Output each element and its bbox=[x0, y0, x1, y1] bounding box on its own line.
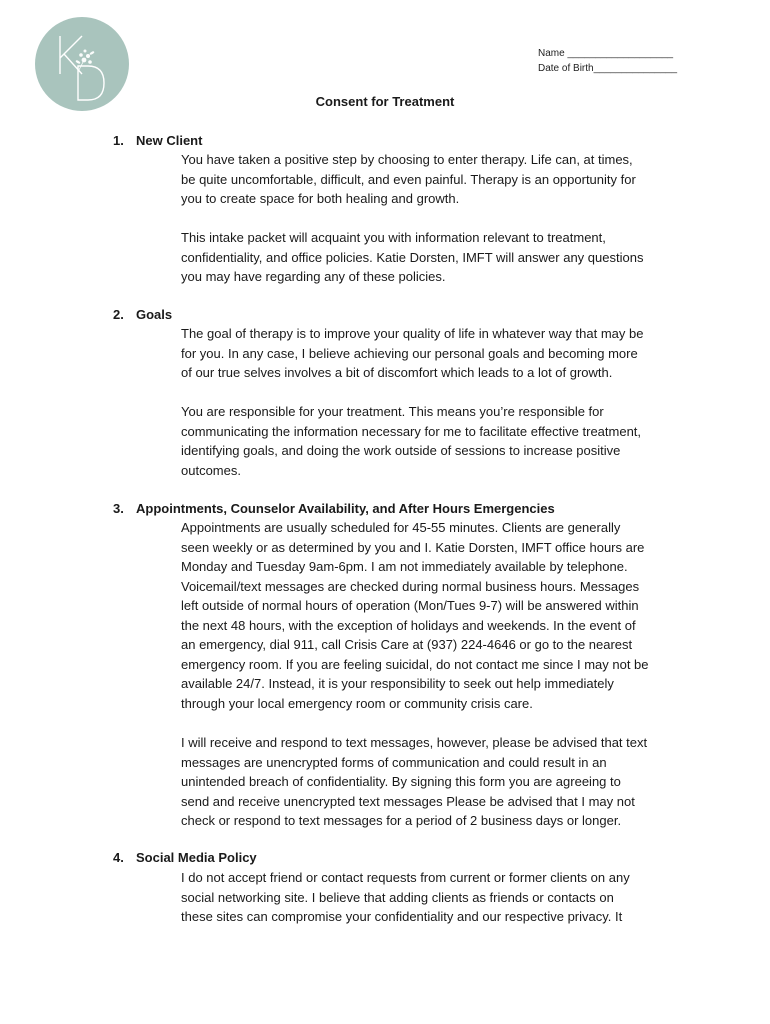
text-line: of our true selves involves a bit of discomfort which leads to a lot of growth. bbox=[181, 365, 613, 380]
paragraph bbox=[181, 402, 681, 480]
text-line: Appointments are usually scheduled for 45-55 minutes. Clients are generally bbox=[181, 520, 621, 535]
text-line: I will receive and respond to text messages, however, please be advised that text bbox=[181, 735, 648, 750]
section-title: Goals bbox=[136, 307, 173, 322]
section-heading-new-client bbox=[113, 133, 202, 148]
paragraph bbox=[181, 518, 681, 713]
paragraph bbox=[181, 228, 681, 287]
text-line: through your local emergency room or community crisis care. bbox=[181, 695, 533, 711]
section-number: 3. bbox=[113, 501, 124, 516]
section-number: 1. bbox=[113, 133, 124, 148]
text-line: identifying goals, and doing the work outside of sessions to increase positive bbox=[181, 443, 621, 458]
section-title: Social Media Policy bbox=[136, 850, 257, 865]
text-line: communicating the information necessary for me to facilitate effective treatment, bbox=[181, 423, 642, 439]
paragraph bbox=[181, 733, 681, 831]
section-number: 2. bbox=[113, 307, 124, 322]
text-line: for you. In any case, I believe achieving our personal goals and becoming more bbox=[181, 345, 638, 361]
section-title: New Client bbox=[136, 133, 203, 148]
text-line: emergency room. If you are feeling suicidal, do not contact me since I may not be bbox=[181, 656, 649, 672]
text-line: You are responsible for your treatment. This means you’re responsible for bbox=[181, 404, 604, 419]
text-line: left outside of normal hours of operation (Mon/Tues 9-7) will be answered within bbox=[181, 598, 639, 613]
text-line: send and receive unencrypted text messages Please be advised that I may not bbox=[181, 793, 635, 809]
text-line: The goal of therapy is to improve your quality of life in whatever way that may be bbox=[181, 326, 644, 341]
text-line: you to create space for both healing and growth. bbox=[181, 191, 460, 206]
text-line: unintended breach of confidentiality. By signing this form you are agreeing to bbox=[181, 774, 621, 789]
document-title: Consent for Treatment bbox=[315, 94, 455, 109]
text-line: available 24/7. Instead, it is your responsibility to seek out help immediately bbox=[181, 676, 614, 691]
text-line: You have taken a positive step by choosing to enter therapy. Life can, at times, bbox=[181, 152, 633, 167]
text-line: be quite uncomfortable, difficult, and even painful. Therapy is an opportunity for bbox=[181, 171, 636, 187]
paragraph bbox=[181, 324, 681, 383]
text-line: confidentiality, and office policies. Katie Dorsten, IMFT will answer any questions bbox=[181, 249, 644, 265]
section-number: 4. bbox=[113, 850, 124, 865]
text-line: seen weekly or as determined by you and I. Katie Dorsten, IMFT office hours are bbox=[181, 539, 645, 555]
text-line: you may have regarding any of these policies. bbox=[181, 269, 446, 284]
section-heading-goals bbox=[113, 307, 172, 322]
paragraph bbox=[181, 868, 681, 927]
text-line: Voicemail/text messages are checked during normal business hours. Messages bbox=[181, 578, 640, 594]
name-field[interactable]: Name ___________________ bbox=[538, 48, 674, 59]
date-of-birth-field[interactable]: Date of Birth_______________ bbox=[538, 63, 678, 74]
text-line: the next 48 hours, with the exception of holidays and weekends. In the event of bbox=[181, 617, 636, 633]
text-line: these sites can compromise your confidentiality and our respective privacy. It bbox=[181, 909, 623, 924]
text-line: This intake packet will acquaint you with information relevant to treatment, bbox=[181, 230, 606, 245]
text-line: messages are unencrypted forms of communication and could result in an bbox=[181, 754, 607, 770]
text-line: check or respond to text messages for a period of 2 business days or longer. bbox=[181, 813, 622, 828]
section-title: Appointments, Counselor Availability, and After Hours Emergencies bbox=[136, 501, 555, 516]
text-line: an emergency, dial 911, call Crisis Care at (937) 224-4646 or go to the nearest bbox=[181, 637, 633, 652]
section-heading-appointments bbox=[113, 501, 555, 516]
text-line: outcomes. bbox=[181, 462, 241, 478]
paragraph bbox=[181, 150, 681, 209]
text-line: Monday and Tuesday 9am-6pm. I am not immediately available by telephone. bbox=[181, 559, 628, 574]
patient-info-fields bbox=[538, 46, 677, 76]
text-line: social networking site. I believe that adding clients as friends or contacts on bbox=[181, 889, 614, 905]
text-line: I do not accept friend or contact requests from current or former clients on any bbox=[181, 870, 630, 885]
section-heading-social-media bbox=[113, 850, 257, 865]
